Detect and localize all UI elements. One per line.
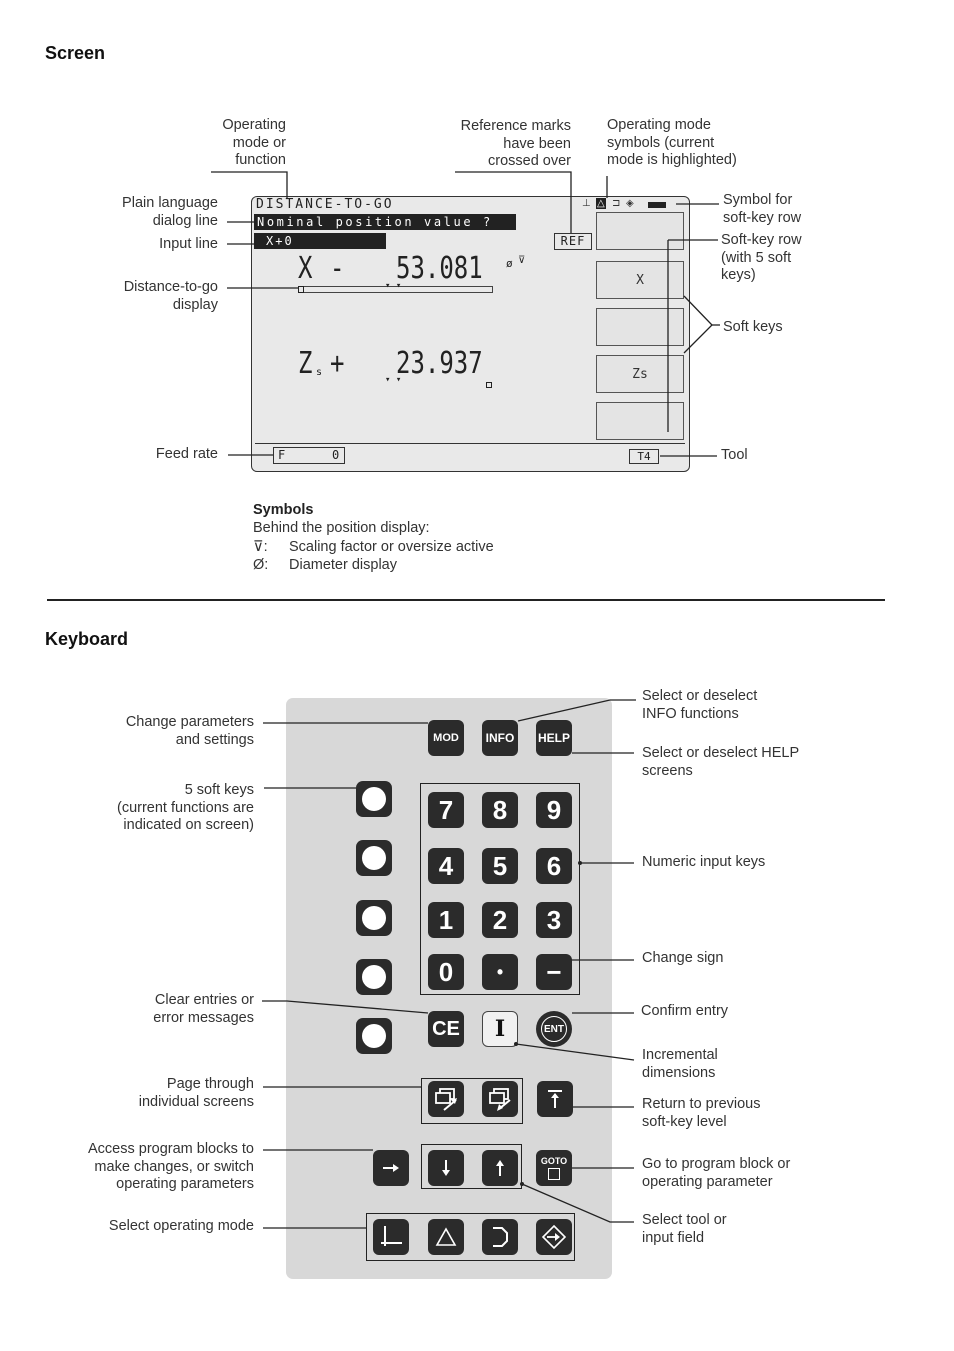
key-7[interactable]: 7	[428, 792, 464, 828]
label-info: Select or deselect INFO functions	[642, 688, 758, 722]
softkey-4[interactable]: Zs	[596, 355, 684, 393]
input-line: X+0	[266, 234, 294, 248]
label-clear-entries: Clear entries or error messages	[153, 992, 254, 1026]
z-bar-pointer: ▾ ▾	[385, 375, 402, 385]
key-2[interactable]: 2	[482, 902, 518, 938]
key-0[interactable]: 0	[428, 954, 464, 990]
label-tool: Tool	[721, 447, 748, 463]
label-feed-rate: Feed rate	[155, 446, 218, 462]
label-incremental: Incremental dimensions	[642, 1047, 718, 1081]
z-sign: +	[330, 346, 345, 381]
softkey-2[interactable]: X	[596, 261, 684, 299]
mod-key[interactable]: MOD	[428, 720, 464, 756]
x-sign: -	[330, 251, 345, 286]
key-9[interactable]: 9	[536, 792, 572, 828]
dialog-line: Nominal position value ?	[257, 215, 493, 229]
label-change-params: Change parameters and settings	[125, 714, 254, 748]
heading-keyboard: Keyboard	[45, 629, 129, 649]
scale-symbol: ⊽	[518, 255, 526, 266]
label-soft-keys: Soft keys	[723, 319, 783, 335]
label-operating-mode: Operating mode or function	[222, 117, 286, 168]
key-8[interactable]: 8	[482, 792, 518, 828]
label-page-through: Page through individual screens	[138, 1076, 254, 1110]
key-1[interactable]: 1	[428, 902, 464, 938]
symbol-scaling-glyph: ⊽:	[253, 539, 268, 555]
mode-icon-distance: △	[597, 198, 605, 209]
key-3[interactable]: 3	[536, 902, 572, 938]
x-position-value: 53.081	[396, 251, 483, 286]
goto-key-label: GOTO	[540, 1156, 568, 1166]
label-access-blocks: Access program blocks to make changes, or switch operating parameters	[87, 1141, 254, 1192]
z-axis-label: Z	[298, 346, 313, 381]
ref-indicator: REF	[554, 233, 592, 250]
mode-icon-actual: ⊥	[582, 198, 591, 209]
key-6[interactable]: 6	[536, 848, 572, 884]
label-softkey-row: Soft-key row (with 5 soft keys)	[721, 232, 802, 283]
diameter-symbol: ø	[506, 257, 513, 270]
symbols-title: Symbols	[253, 502, 314, 518]
tool-indicator: T4	[629, 449, 659, 464]
label-reference-marks: Reference marks have been crossed over	[460, 118, 571, 169]
mode-line: DISTANCE-TO-GO	[256, 197, 394, 212]
symbol-scaling-text: Scaling factor or oversize active	[289, 539, 494, 555]
change-sign-key[interactable]: −	[536, 954, 572, 990]
label-numeric: Numeric input keys	[642, 854, 766, 870]
symbol-diameter-text: Diameter display	[289, 557, 397, 573]
distance-bar-pointer: ▾ ▾	[385, 281, 402, 291]
feed-label: F	[278, 448, 286, 462]
mode-icon-tool: ◈	[626, 198, 634, 209]
help-key[interactable]: HELP	[536, 720, 572, 756]
info-key[interactable]: INFO	[482, 720, 518, 756]
label-input-line: Input line	[159, 236, 218, 252]
symbols-intro: Behind the position display:	[253, 520, 430, 536]
mode-icon-program: ⊐	[612, 198, 621, 209]
key-5[interactable]: 5	[482, 848, 518, 884]
label-plain-language: Plain language dialog line	[122, 195, 218, 229]
key-4[interactable]: 4	[428, 848, 464, 884]
label-change-sign: Change sign	[642, 950, 724, 966]
label-mode-symbols: Operating mode symbols (current mode is highlighted)	[607, 117, 737, 168]
heading-screen: Screen	[45, 43, 106, 63]
ent-key-label: ENT	[541, 1016, 567, 1042]
x-axis-label: X	[298, 251, 313, 286]
feed-value: 0	[332, 448, 340, 462]
z-position-value: 23.937	[396, 346, 483, 381]
z-axis-subscript: s	[316, 367, 323, 378]
ce-key[interactable]: CE	[428, 1011, 464, 1047]
label-help: Select or deselect HELP screens	[642, 745, 800, 779]
symbol-diameter-glyph: Ø:	[253, 557, 269, 573]
label-symbol-softkey-row: Symbol for soft-key row	[723, 192, 802, 226]
key-decimal[interactable]: •	[482, 954, 518, 990]
incremental-key[interactable]: I	[482, 1011, 518, 1047]
label-select-mode: Select operating mode	[108, 1218, 254, 1234]
label-confirm: Confirm entry	[641, 1003, 729, 1019]
label-five-soft-keys: 5 soft keys (current functions are indicated on screen)	[116, 782, 254, 833]
label-return-prev: Return to previous soft-key level	[642, 1096, 761, 1130]
label-goto-block: Go to program block or operating parameter	[642, 1156, 791, 1190]
label-distance-display: Distance-to-go display	[123, 279, 218, 313]
label-select-tool: Select tool or input field	[642, 1212, 727, 1246]
